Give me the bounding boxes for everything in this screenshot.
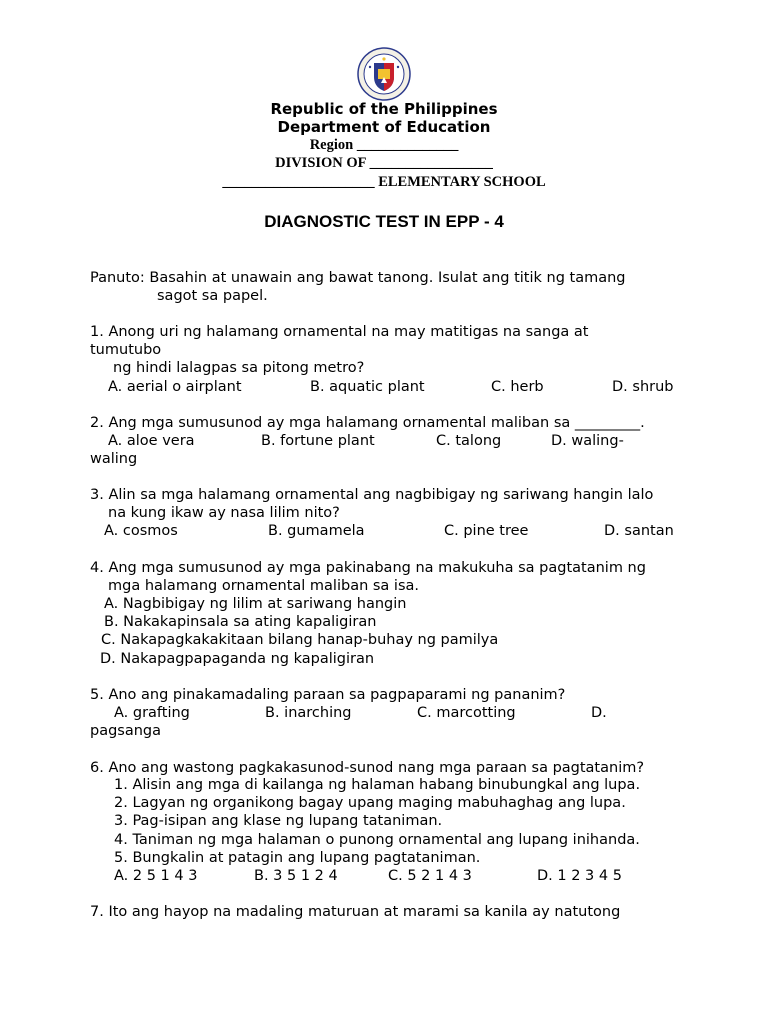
deped-seal [357,47,411,101]
question-2-choice-b: B. fortune plant [261,433,375,449]
question-5-line1: 5. Ano ang pinakamadaling paraan sa pagpaparami ng pananim? [90,687,566,703]
question-6-choice-b: B. 3 5 1 2 4 [254,868,338,884]
question-1-line2: tumutubo [90,342,162,358]
header-republic: Republic of the Philippines [270,100,498,118]
header-school: _____________________ ELEMENTARY SCHOOL [222,174,546,190]
question-6-step-2: 2. Lagyan ng organikong bagay upang maging mabuhaghag ang lupa. [114,795,626,811]
question-1-choice-a: A. aerial o airplant [108,379,242,395]
question-3-line1: 3. Alin sa mga halamang ornamental ang nagbibigay ng sariwang hangin lalo [90,487,654,503]
question-4-choice-c: C. Nakapagkakakitaan bilang hanap-buhay ng pamilya [101,632,499,648]
question-2-choice-d: D. waling- [551,433,624,449]
question-1-choice-d: D. shrub [612,379,674,395]
question-3-choice-d: D. santan [604,523,674,539]
question-4-choice-b: B. Nakakapinsala sa ating kapaligiran [104,614,377,630]
question-1-line1: 1. Anong uri ng halamang ornamental na may matitigas na sanga at [90,324,589,340]
question-2-choice-d-cont: waling [90,451,138,467]
question-5-choice-c: C. marcotting [417,705,516,721]
question-5-choice-a: A. grafting [114,705,190,721]
header-division: DIVISION OF _________________ [275,155,493,171]
instructions-line2: sagot sa papel. [157,288,268,304]
question-5-choice-d: D. [591,705,607,721]
question-3-choice-a: A. cosmos [104,523,178,539]
question-5-choice-b: B. inarching [265,705,352,721]
question-1-choice-b: B. aquatic plant [310,379,425,395]
question-3-choice-b: B. gumamela [268,523,365,539]
question-2-line1: 2. Ang mga sumusunod ay mga halamang ornamental maliban sa _________. [90,415,645,431]
question-6-choice-d: D. 1 2 3 4 5 [537,868,622,884]
question-6-line1: 6. Ano ang wastong pagkakasunod-sunod nang mga paraan sa pagtatanim? [90,760,645,776]
question-4-line2: mga halamang ornamental maliban sa isa. [108,578,420,594]
question-4-line1: 4. Ang mga sumusunod ay mga pakinabang na makukuha sa pagtatanim ng [90,560,646,576]
question-1-line3: ng hindi lalagpas sa pitong metro? [113,360,365,376]
header-region: Region ______________ [309,137,459,153]
question-4-choice-d: D. Nakapagpapaganda ng kapaligiran [100,651,375,667]
question-6-choice-c: C. 5 2 1 4 3 [388,868,472,884]
instructions-line1: Panuto: Basahin at unawain ang bawat tanong. Isulat ang titik ng tamang [90,270,626,286]
question-6-step-1: 1. Alisin ang mga di kailanga ng halaman habang binubungkal ang lupa. [114,777,641,793]
question-7-line1: 7. Ito ang hayop na madaling maturuan at marami sa kanila ay natutong [90,904,621,920]
question-4-choice-a: A. Nagbibigay ng lilim at sariwang hangin [104,596,407,612]
header-department: Department of Education [277,118,491,136]
question-6-step-5: 5. Bungkalin at patagin ang lupang pagtataniman. [114,850,481,866]
question-3-line2: na kung ikaw ay nasa lilim nito? [108,505,340,521]
question-6-step-3: 3. Pag-isipan ang klase ng lupang tataniman. [114,813,443,829]
question-6-choice-a: A. 2 5 1 4 3 [114,868,198,884]
question-2-choice-a: A. aloe vera [108,433,195,449]
question-1-choice-c: C. herb [491,379,544,395]
question-6-step-4: 4. Taniman ng mga halaman o punong ornamental ang lupang inihanda. [114,832,640,848]
page-title: DIAGNOSTIC TEST IN EPP - 4 [264,212,504,231]
question-2-choice-c: C. talong [436,433,502,449]
question-5-choice-d-cont: pagsanga [90,723,162,739]
question-3-choice-c: C. pine tree [444,523,529,539]
